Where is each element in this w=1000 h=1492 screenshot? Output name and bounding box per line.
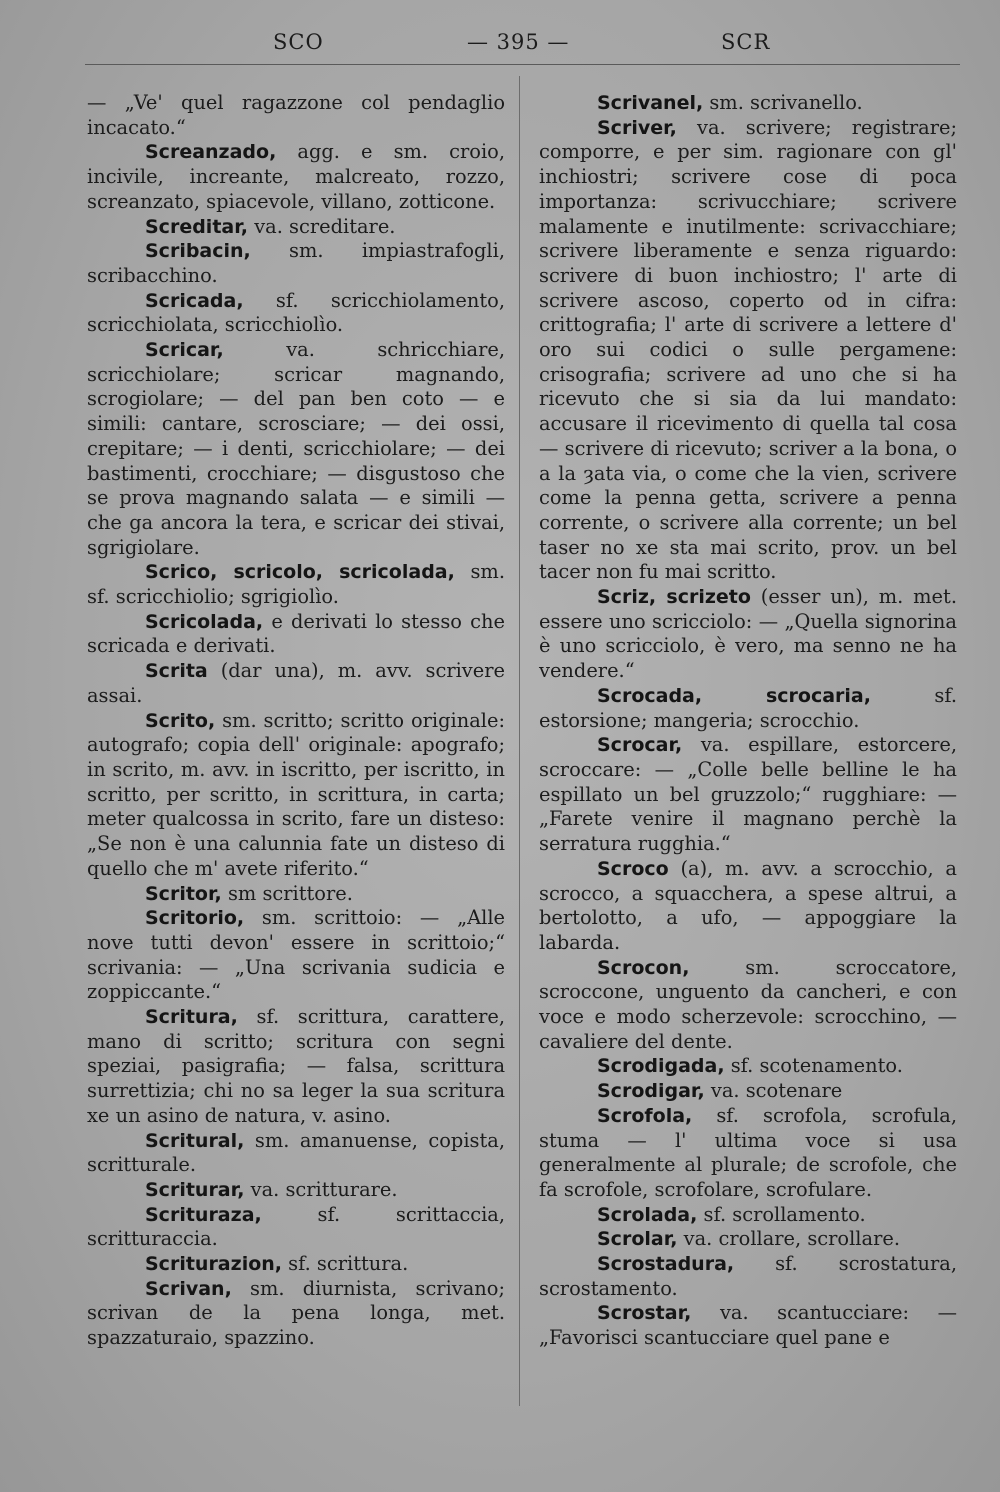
dictionary-entry [539, 1227, 957, 1252]
entry-headword: Scribacin, [145, 240, 251, 263]
entry-definition: sf. scrittura. [288, 1252, 409, 1276]
dictionary-entry [539, 956, 957, 1055]
entry-definition: sm scrittore. [227, 881, 353, 905]
dictionary-entry [87, 610, 505, 659]
entry-headword: Scrofola, [597, 1104, 693, 1127]
entry-headword: Scrito, [145, 709, 216, 732]
entry-headword: Screditar, [145, 215, 249, 238]
dictionary-entry [87, 289, 505, 338]
dictionary-entry [539, 116, 957, 585]
entry-headword: Scrocar, [597, 734, 683, 757]
entry-definition: sm. diurnista, scrivano; scrivan de la pena longa, met. spazzaturaio, spazzino. [87, 1276, 505, 1350]
entry-definition: sf. scricchiolamento, scricchiolata, scricchiolìo. [87, 288, 505, 337]
entry-definition: sm. sf. scricchiolio; sgrigiolìo. [87, 560, 505, 609]
entry-definition: (esser un), m. met. essere uno scricciolo: — „Quella signorina è uno scricciolo, è vero, ma senno ne ha vendere.“ [539, 585, 957, 683]
entry-definition: sm. scritto; scritto originale: autografo; copia dell' originale: apografo; in scrito, m. avv. in iscritto, per iscritto, in scritto, per scritto, in scrittura, in carta; meter qualcossa in scrito, fare un disteso: „Se non è una calunnia fate un disteso di quello che m' avete riferito.“ [87, 708, 505, 880]
entry-definition: sf. scotenamento. [730, 1054, 903, 1078]
entry-headword: Scriver, [597, 116, 677, 139]
dictionary-entry [539, 1054, 957, 1079]
right-column [539, 91, 957, 1351]
entry-headword: Scricada, [145, 289, 244, 312]
entry-definition: sf. scrittaccia, scritturaccia. [87, 1202, 505, 1251]
entry-headword: Scricar, [145, 339, 224, 362]
entry-headword: Scricolada, [145, 610, 264, 633]
dictionary-entry [539, 91, 957, 116]
entry-definition: sm. scrivanello. [709, 91, 863, 114]
entry-definition: agg. e sm. croio, incivile, increante, malcreato, rozzo, screanzato, spiacevole, villano, zotticone. [87, 140, 505, 213]
entry-definition: va. scritturare. [250, 1177, 398, 1201]
dictionary-entry [87, 709, 505, 882]
entry-headword: Scrostar, [597, 1302, 692, 1325]
entry-headword: Scritor, [145, 882, 222, 905]
dictionary-entry [539, 1301, 957, 1350]
dictionary-entry [87, 1252, 505, 1277]
entry-definition: va. espillare, estorcere, scroccare: — „Colle belle belline le ha espillato un bel gruzzolo;“ rugghiare: — „Farete venire il magnano perchè la serratura rugghia.“ [539, 733, 958, 856]
dictionary-entry [87, 1129, 505, 1178]
column-divider [519, 76, 520, 1406]
entry-definition: va. schricchiare, scricchiolare; scricar magnando, scrogiolare; — del pan ben coto — e simili: cantare, scrosciare; — dei ossi, crepitare; — i denti, scricchiolare; — dei bastimenti, crocchiare; — disgustoso che se prova magnando salata — e simili — che ga ancora la tera, e scricar dei stivai, sgrigiolare. [87, 338, 505, 559]
dictionary-entry [87, 1178, 505, 1203]
left-column [87, 91, 505, 1351]
entry-headword: Scrolada, [597, 1203, 698, 1226]
header-rule [85, 64, 960, 65]
entry-headword: Scritorio, [145, 907, 245, 930]
dictionary-entry [539, 1104, 957, 1203]
dictionary-entry [87, 1203, 505, 1252]
header-left-guide-word: SCO [273, 30, 324, 54]
entry-definition: va. scrivere; registrare; comporre, e per sim. ragionare con gl' inchiostri; scrivere cose di poca importanza: scrivucchiare; scrivere malamente e inutilmente: scrivacchiare; scrivere liberamente e senza riguardo: scrivere di buon inchiostro; l' arte di scrivere ascoso, coperto od in cifra: crittografia; l' arte di scrivere a lettere d' oro sui codici o sulle pergamene: crisografia; scrivere ad uno che si ha ricevuto che si sia da lui mandato: accusare il ricevimento di quella tal cosa — scrivere di ricevuto; scriver a la bona, o a la ȝata via, o come che la vien, scrivere come la penna getta, scrivere a penna corrente, o scrivere alla corrente; un bel taser no xe sta mai scrito, prov. un bel tacer non fu mai scritto. [539, 115, 957, 584]
dictionary-entry [539, 1079, 957, 1104]
entry-definition: sm. impiastrafogli, scribacchino. [87, 239, 505, 287]
entry-headword: Scrolar, [597, 1228, 678, 1251]
dictionary-entry [87, 906, 505, 1005]
entry-headword: Scrita [145, 660, 208, 683]
entry-headword: Scrituraza, [145, 1203, 262, 1226]
entry-headword: Scrodigar, [597, 1080, 705, 1103]
dictionary-entry [539, 733, 957, 857]
header-right-guide-word: SCR [721, 30, 771, 54]
dictionary-entry [87, 215, 505, 240]
dictionary-entry [87, 659, 505, 708]
entry-headword: Scrivanel, [597, 92, 704, 114]
dictionary-entry [539, 1203, 957, 1228]
entry-definition: va. screditare. [254, 214, 396, 238]
dictionary-entry [87, 239, 505, 288]
entry-definition: va. scotenare [710, 1079, 843, 1103]
dictionary-entry [87, 1277, 505, 1351]
entry-definition: sf. scrostatura, scrostamento. [539, 1252, 957, 1300]
entry-headword: Scrocada, scrocaria, [597, 684, 871, 707]
page-number: — 395 — [467, 30, 570, 54]
dictionary-entry [539, 585, 957, 684]
entry-headword: Scritural, [145, 1129, 245, 1152]
entry-headword: Scrostadura, [597, 1253, 735, 1276]
dictionary-entry [87, 338, 505, 560]
dictionary-entry [539, 857, 957, 956]
entry-definition: va. scantucciare: — „Favorisci scantucciare quel pane e [539, 1301, 957, 1350]
entry-headword: Scrodigada, [597, 1055, 725, 1078]
entry-headword: Scrico, scricolo, scricolada, [145, 561, 455, 584]
entry-definition: sf. scrollamento. [703, 1202, 866, 1226]
entry-headword: Screanzado, [145, 141, 277, 164]
entry-headword: Scroco [597, 857, 669, 880]
entry-definition: — „Ve' quel ragazzone col pendaglio incacato.“ [87, 91, 505, 139]
entry-headword: Scriturazion, [145, 1253, 282, 1276]
dictionary-entry [539, 684, 957, 733]
page-header [85, 30, 965, 62]
dictionary-entry [87, 882, 505, 907]
entry-definition: sf. scrittura, carattere, mano di scritto; scritura con segni speziai, pasigrafia; — falsa, scrittura surrettizia; chi no sa leger la sua scritura xe un asino de natura, v. asino. [87, 1005, 505, 1127]
entry-headword: Scriz, scrizeto [597, 586, 751, 609]
entry-definition: sm. amanuense, copista, scritturale. [87, 1128, 506, 1177]
dictionary-entry [87, 1005, 505, 1129]
entry-headword: Scrocon, [597, 956, 690, 979]
entry-definition: e derivati lo stesso che scricada e derivati. [87, 609, 505, 658]
entry-definition: (a), m. avv. a scrocchio, a scrocco, a squacchera, a spese altrui, a bertolotto, a ufo, — appoggiare la labarda. [539, 856, 957, 954]
entry-definition: sm. scroccatore, scroccone, unguento da cancheri, e con voce e modo scherzevole: scrocchino, — cavaliere del dente. [539, 955, 957, 1053]
dictionary-entry [87, 140, 505, 214]
dictionary-entry [87, 560, 505, 609]
entry-headword: Scritura, [145, 1006, 238, 1029]
entry-definition: sf. estorsione; mangeria; scrocchio. [539, 683, 957, 732]
entry-headword: Scrivan, [145, 1277, 232, 1300]
dictionary-entry [87, 91, 505, 140]
entry-definition: va. crollare, scrollare. [683, 1227, 900, 1251]
entry-headword: Scriturar, [145, 1178, 245, 1201]
entry-definition: (dar una), m. avv. scrivere assai. [87, 659, 505, 707]
entry-definition: sm. scrittoio: — „Alle nove tutti devon' essere in scrittoio;“ scrivania: — „Una scrivania sudicia e zoppiccante.“ [87, 906, 505, 1004]
dictionary-entry [539, 1252, 957, 1301]
entry-definition: sf. scrofola, scrofula, stuma — l' ultima voce si usa generalmente al plurale; de scrofole, che fa scrofole, scrofolare, scrofulare. [539, 1103, 957, 1201]
